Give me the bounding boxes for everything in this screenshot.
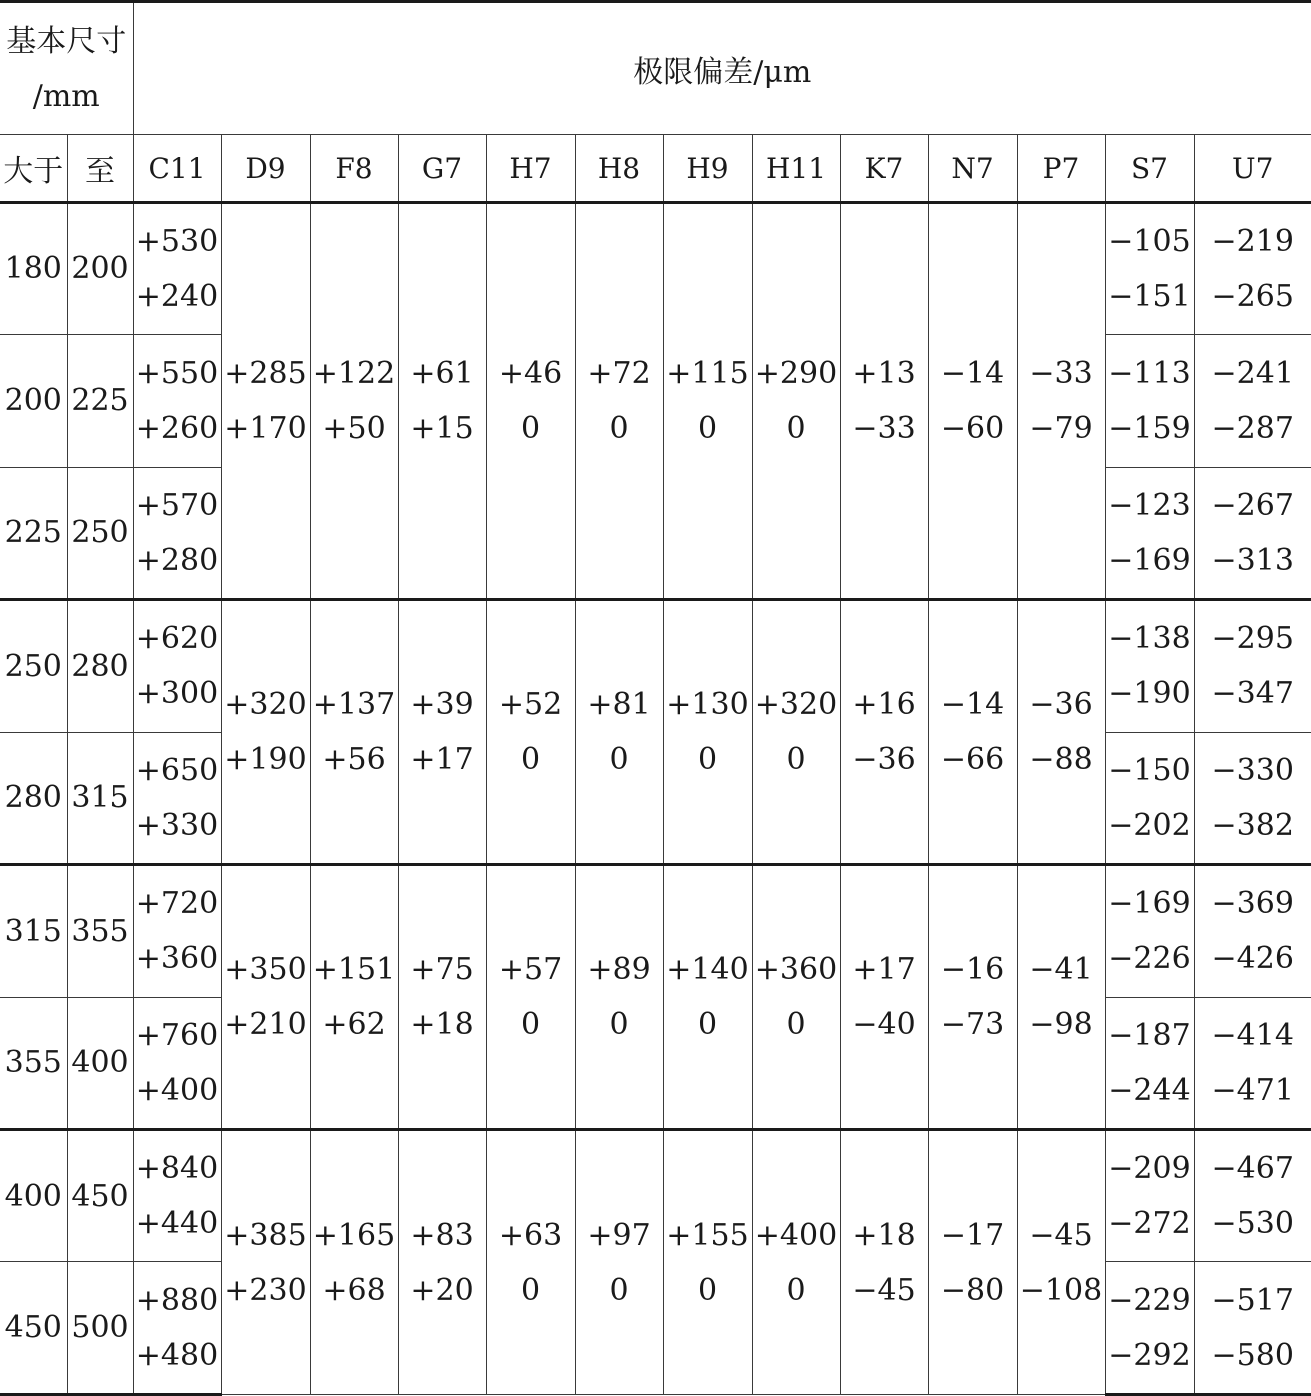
header-grade-g7: G7 xyxy=(398,135,486,202)
deviation-value: −313 xyxy=(1211,542,1294,578)
cell-d9 xyxy=(221,865,310,1130)
deviation-value: +760 xyxy=(135,1017,219,1053)
header-grade-h9: H9 xyxy=(663,135,752,202)
deviation-value: +122 xyxy=(312,355,396,391)
deviation-value: 0 xyxy=(609,410,629,446)
cell-p7 xyxy=(1017,1130,1105,1395)
deviation-value: −382 xyxy=(1211,807,1294,843)
deviation-value: −226 xyxy=(1108,941,1191,977)
deviation-value: +280 xyxy=(135,542,219,578)
cell-k7 xyxy=(840,865,928,1130)
size-to: 355 xyxy=(67,865,133,997)
size-to: 450 xyxy=(67,1130,133,1262)
deviation-value: −517 xyxy=(1211,1282,1294,1318)
cell-d9 xyxy=(221,202,310,599)
size-to: 225 xyxy=(67,335,133,467)
deviation-value: +130 xyxy=(666,687,749,723)
deviation-value: +39 xyxy=(410,687,474,723)
size-over: 180 xyxy=(0,202,67,334)
deviation-value: +57 xyxy=(498,952,563,988)
deviation-value: +62 xyxy=(322,1007,386,1043)
cell-c11 xyxy=(133,335,221,467)
size-to: 315 xyxy=(67,732,133,864)
header-limit-deviation: 极限偏差/μm xyxy=(133,2,1311,135)
deviation-value: +285 xyxy=(224,355,307,391)
deviation-value: +400 xyxy=(754,1217,838,1253)
cell-u7 xyxy=(1194,1130,1311,1262)
header-grade-s7: S7 xyxy=(1105,135,1194,202)
deviation-value: −219 xyxy=(1211,223,1294,259)
cell-u7 xyxy=(1194,467,1311,599)
cell-h7 xyxy=(486,1130,575,1395)
cell-s7 xyxy=(1105,1262,1194,1395)
size-over: 200 xyxy=(0,335,67,467)
cell-g7 xyxy=(398,1130,486,1395)
deviation-value: −202 xyxy=(1108,807,1191,843)
deviation-value: +230 xyxy=(224,1272,307,1308)
deviation-value: 0 xyxy=(786,742,806,778)
size-over: 225 xyxy=(0,467,67,599)
deviation-value: +320 xyxy=(224,687,307,723)
size-to: 280 xyxy=(67,600,133,732)
header-grade-d9: D9 xyxy=(221,135,310,202)
deviation-value: +72 xyxy=(587,355,651,391)
deviation-value: +17 xyxy=(852,952,916,988)
table-row xyxy=(0,1130,1311,1262)
cell-h7 xyxy=(486,865,575,1130)
deviation-value: −471 xyxy=(1211,1072,1294,1108)
cell-k7 xyxy=(840,1130,928,1395)
deviation-value: 0 xyxy=(786,1272,806,1308)
cell-k7 xyxy=(840,202,928,599)
deviation-value: −530 xyxy=(1211,1206,1294,1242)
deviation-value: +18 xyxy=(852,1217,916,1253)
deviation-value: −187 xyxy=(1108,1017,1191,1053)
cell-h11 xyxy=(752,865,840,1130)
deviation-value: −14 xyxy=(940,687,1005,723)
deviation-value: +170 xyxy=(224,410,307,446)
deviation-value: +480 xyxy=(135,1337,219,1373)
cell-u7 xyxy=(1194,1262,1311,1395)
deviation-value: −123 xyxy=(1108,487,1191,523)
deviation-value: −580 xyxy=(1211,1337,1294,1373)
deviation-value: −17 xyxy=(940,1217,1005,1253)
deviation-value: +61 xyxy=(410,355,474,391)
deviation-value: +75 xyxy=(410,952,474,988)
deviation-value: +550 xyxy=(135,355,219,391)
deviation-value: +97 xyxy=(587,1217,651,1253)
deviation-value: −244 xyxy=(1108,1072,1191,1108)
deviation-value: +840 xyxy=(135,1151,219,1187)
cell-h9 xyxy=(663,202,752,599)
deviation-value: +570 xyxy=(135,487,219,523)
cell-s7 xyxy=(1105,600,1194,732)
cell-s7 xyxy=(1105,865,1194,997)
cell-n7 xyxy=(928,202,1017,599)
cell-s7 xyxy=(1105,1130,1194,1262)
deviation-value: −41 xyxy=(1029,952,1093,988)
size-over: 250 xyxy=(0,600,67,732)
cell-h8 xyxy=(575,865,663,1130)
cell-h7 xyxy=(486,600,575,865)
deviation-value: +16 xyxy=(852,687,916,723)
cell-p7 xyxy=(1017,865,1105,1130)
deviation-value: −113 xyxy=(1108,355,1191,391)
deviation-value: −169 xyxy=(1108,886,1191,922)
deviation-value: −229 xyxy=(1108,1282,1191,1318)
cell-k7 xyxy=(840,600,928,865)
deviation-value: −79 xyxy=(1029,410,1093,446)
header-grade-u7: U7 xyxy=(1194,135,1311,202)
deviation-value: +81 xyxy=(587,687,651,723)
deviation-value: −14 xyxy=(940,355,1005,391)
cell-c11 xyxy=(133,732,221,864)
deviation-value: 0 xyxy=(697,742,718,778)
header-grade-p7: P7 xyxy=(1017,135,1105,202)
cell-u7 xyxy=(1194,202,1311,334)
deviation-value: +720 xyxy=(135,886,219,922)
deviation-value: −159 xyxy=(1108,410,1191,446)
deviation-value: −292 xyxy=(1108,1337,1191,1373)
deviation-value: +530 xyxy=(135,223,219,259)
cell-c11 xyxy=(133,1130,221,1262)
cell-c11 xyxy=(133,997,221,1129)
deviation-value: +89 xyxy=(587,952,651,988)
cell-c11 xyxy=(133,1262,221,1395)
deviation-value: +15 xyxy=(410,410,474,446)
size-over: 280 xyxy=(0,732,67,864)
deviation-value: +440 xyxy=(135,1206,219,1242)
deviation-value: +620 xyxy=(135,621,219,657)
size-over: 400 xyxy=(0,1130,67,1262)
size-over: 355 xyxy=(0,997,67,1129)
cell-h9 xyxy=(663,1130,752,1395)
header-over: 大于 xyxy=(0,135,67,202)
deviation-value: +330 xyxy=(135,807,219,843)
deviation-value: −169 xyxy=(1108,542,1191,578)
deviation-value: −265 xyxy=(1211,278,1294,314)
cell-s7 xyxy=(1105,467,1194,599)
cell-h11 xyxy=(752,600,840,865)
deviation-value: +46 xyxy=(498,355,563,391)
deviation-value: +290 xyxy=(754,355,838,391)
cell-n7 xyxy=(928,1130,1017,1395)
header-basic-size-line1: 基本尺寸 xyxy=(6,23,127,59)
deviation-value: 0 xyxy=(520,742,541,778)
deviation-value: −36 xyxy=(852,742,916,778)
cell-f8 xyxy=(310,202,398,599)
cell-f8 xyxy=(310,600,398,865)
cell-d9 xyxy=(221,600,310,865)
deviation-value: −36 xyxy=(1029,687,1093,723)
deviation-value: +20 xyxy=(410,1272,474,1308)
deviation-value: +880 xyxy=(135,1282,219,1318)
cell-s7 xyxy=(1105,335,1194,467)
header-to: 至 xyxy=(67,135,133,202)
deviation-value: +210 xyxy=(224,1007,307,1043)
table-row xyxy=(0,202,1311,334)
deviation-value: 0 xyxy=(609,742,629,778)
cell-h8 xyxy=(575,1130,663,1395)
deviation-value: +165 xyxy=(312,1217,396,1253)
deviation-value: 0 xyxy=(520,1272,541,1308)
cell-h11 xyxy=(752,202,840,599)
cell-u7 xyxy=(1194,335,1311,467)
cell-p7 xyxy=(1017,202,1105,599)
size-over: 450 xyxy=(0,1262,67,1395)
cell-h9 xyxy=(663,865,752,1130)
deviation-value: −73 xyxy=(940,1007,1005,1043)
deviation-value: +400 xyxy=(135,1072,219,1108)
deviation-value: +650 xyxy=(135,752,219,788)
deviation-value: +56 xyxy=(322,742,386,778)
cell-h8 xyxy=(575,600,663,865)
deviation-value: +320 xyxy=(754,687,838,723)
deviation-value: −45 xyxy=(1029,1217,1093,1253)
deviation-value: 0 xyxy=(697,1272,718,1308)
header-grade-h8: H8 xyxy=(575,135,663,202)
deviation-value: +52 xyxy=(498,687,563,723)
deviation-value: +137 xyxy=(312,687,396,723)
cell-u7 xyxy=(1194,600,1311,732)
deviation-value: 0 xyxy=(697,1007,718,1043)
deviation-value: +140 xyxy=(666,952,749,988)
deviation-value: +360 xyxy=(135,941,219,977)
deviation-value: −45 xyxy=(852,1272,916,1308)
deviation-value: −369 xyxy=(1211,886,1294,922)
deviation-value: −295 xyxy=(1211,621,1294,657)
cell-h7 xyxy=(486,202,575,599)
size-to: 500 xyxy=(67,1262,133,1395)
deviation-value: +151 xyxy=(312,952,396,988)
deviation-value: −33 xyxy=(1029,355,1093,391)
table-row xyxy=(0,865,1311,997)
deviation-value: +83 xyxy=(410,1217,474,1253)
cell-s7 xyxy=(1105,997,1194,1129)
deviation-value: +63 xyxy=(498,1217,563,1253)
cell-f8 xyxy=(310,1130,398,1395)
deviation-value: +68 xyxy=(322,1272,386,1308)
cell-u7 xyxy=(1194,865,1311,997)
deviation-value: 0 xyxy=(786,410,806,446)
deviation-value: −467 xyxy=(1211,1151,1294,1187)
deviation-value: −138 xyxy=(1108,621,1191,657)
deviation-value: −426 xyxy=(1211,941,1294,977)
deviation-value: −150 xyxy=(1108,752,1191,788)
cell-d9 xyxy=(221,1130,310,1395)
header-grade-c11: C11 xyxy=(133,135,221,202)
deviation-value: +50 xyxy=(322,410,386,446)
deviation-value: −66 xyxy=(940,742,1005,778)
deviation-value: +360 xyxy=(754,952,838,988)
deviation-value: +13 xyxy=(852,355,916,391)
deviation-value: +190 xyxy=(224,742,307,778)
deviation-value: +18 xyxy=(410,1007,474,1043)
deviation-value: −190 xyxy=(1108,676,1191,712)
deviation-value: +155 xyxy=(666,1217,749,1253)
size-over: 315 xyxy=(0,865,67,997)
header-basic-size xyxy=(0,2,133,135)
cell-g7 xyxy=(398,600,486,865)
header-grade-h7: H7 xyxy=(486,135,575,202)
deviation-value: 0 xyxy=(609,1007,629,1043)
cell-g7 xyxy=(398,865,486,1130)
cell-f8 xyxy=(310,865,398,1130)
deviation-value: −287 xyxy=(1211,410,1294,446)
cell-c11 xyxy=(133,600,221,732)
size-to: 250 xyxy=(67,467,133,599)
cell-h8 xyxy=(575,202,663,599)
cell-g7 xyxy=(398,202,486,599)
header-grade-k7: K7 xyxy=(840,135,928,202)
deviation-value: 0 xyxy=(609,1272,629,1308)
deviation-value: +260 xyxy=(135,410,219,446)
deviation-value: +240 xyxy=(135,278,219,314)
cell-n7 xyxy=(928,600,1017,865)
cell-s7 xyxy=(1105,732,1194,864)
cell-c11 xyxy=(133,202,221,334)
deviation-value: −60 xyxy=(940,410,1005,446)
deviation-value: −40 xyxy=(852,1007,916,1043)
cell-p7 xyxy=(1017,600,1105,865)
deviation-value: −272 xyxy=(1108,1206,1191,1242)
size-to: 200 xyxy=(67,202,133,334)
deviation-value: 0 xyxy=(520,410,541,446)
deviation-value: −88 xyxy=(1029,742,1093,778)
deviation-value: −347 xyxy=(1211,676,1294,712)
deviation-value: −98 xyxy=(1029,1007,1093,1043)
deviation-value: +17 xyxy=(410,742,474,778)
deviation-value: −267 xyxy=(1211,487,1294,523)
cell-h11 xyxy=(752,1130,840,1395)
cell-c11 xyxy=(133,467,221,599)
deviation-value: 0 xyxy=(697,410,718,446)
size-to: 400 xyxy=(67,997,133,1129)
deviation-value: +385 xyxy=(224,1217,307,1253)
deviation-value: 0 xyxy=(786,1007,806,1043)
deviation-value: −16 xyxy=(940,952,1005,988)
deviation-value: −330 xyxy=(1211,752,1294,788)
header-grade-n7: N7 xyxy=(928,135,1017,202)
header-basic-size-line2: /mm xyxy=(32,78,100,114)
cell-n7 xyxy=(928,865,1017,1130)
deviation-value: +350 xyxy=(224,952,307,988)
deviation-value: +115 xyxy=(666,355,749,391)
deviation-value: −414 xyxy=(1211,1017,1294,1053)
deviation-value: −241 xyxy=(1211,355,1294,391)
cell-u7 xyxy=(1194,732,1311,864)
deviation-value: −108 xyxy=(1019,1272,1103,1308)
deviation-value: −80 xyxy=(940,1272,1005,1308)
deviation-value: −33 xyxy=(852,410,916,446)
deviation-value: +300 xyxy=(135,676,219,712)
deviation-value: 0 xyxy=(520,1007,541,1043)
deviation-value: −209 xyxy=(1108,1151,1191,1187)
deviation-value: −105 xyxy=(1108,223,1191,259)
cell-u7 xyxy=(1194,997,1311,1129)
cell-c11 xyxy=(133,865,221,997)
table-body xyxy=(0,202,1311,1394)
deviation-value: −151 xyxy=(1108,278,1191,314)
cell-s7 xyxy=(1105,202,1194,334)
table-row xyxy=(0,600,1311,732)
cell-h9 xyxy=(663,600,752,865)
header-grade-h11: H11 xyxy=(752,135,840,202)
header-grade-f8: F8 xyxy=(310,135,398,202)
